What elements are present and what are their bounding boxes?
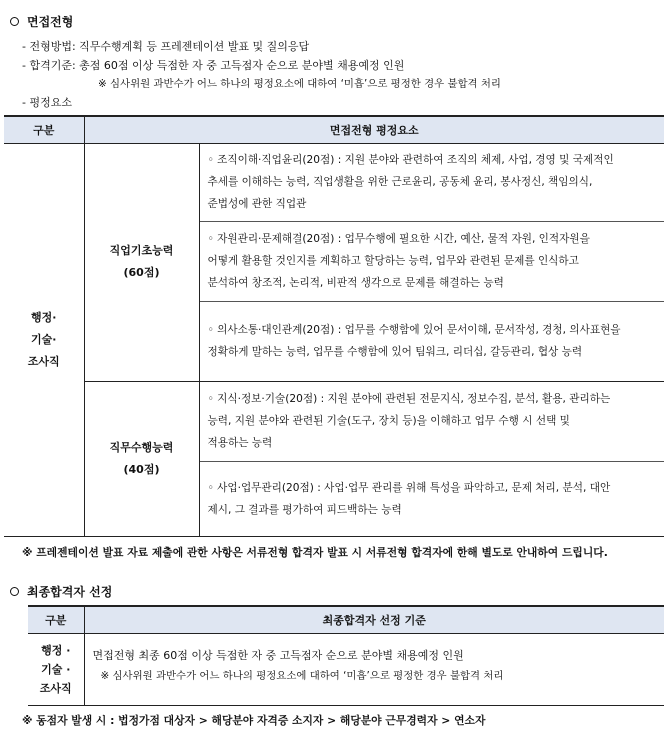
row-label-admin: 행정· 기술· 조사직	[4, 143, 84, 536]
interview-elements-table	[4, 115, 664, 537]
circle-bullet-icon	[10, 17, 19, 26]
section-title-final: 최종합격자 선정	[10, 583, 112, 600]
row-label-admin: 행정 · 기술 · 조사직	[28, 633, 84, 705]
circle-bullet-icon	[10, 587, 19, 596]
element-item: ◦ 의사소통·대인관계(20점) : 업무를 수행함에 있어 문서이해, 문서작성, 경청, 의사표현을 정확하게 말하는 능력, 업무를 수행함에 있어 팀워크, 리더십, 갈등관리, 협상 능력	[207, 324, 621, 358]
group-job-ability: 직무수행능력 (40점)	[84, 381, 199, 536]
col-header-category: 구분	[4, 116, 84, 143]
element-item: ◦ 조직이해·직업윤리(20점) : 지원 분야와 관련하여 조직의 체제, 사업, 경영 및 국제적인 추세를 이해하는 능력, 직업생활을 위한 근로윤리, 공동체 윤리, 봉사정신, 책임의식, 준법성에 관한 직업관	[207, 154, 614, 210]
presentation-note: ※ 프레젠테이션 발표 자료 제출에 관한 사항은 서류전형 합격자 발표 시 서류전형 합격자에 한해 별도로 안내하여 드립니다.	[22, 546, 608, 559]
tie-breaker-note: ※ 동점자 발생 시 : 법정가점 대상자 > 해당분야 자격증 소지자 > 해당분야 근무경력자 > 연소자	[22, 714, 486, 727]
final-criteria-cell: 면접전형 최종 60점 이상 득점한 자 중 고득점자 순으로 분야별 채용예정 인원 ※ 심사위원 과반수가 어느 하나의 평정요소에 대하여 ‘미흡’으로 평정한 경우 불합격 처리	[92, 649, 504, 682]
section-title-interview: 면접전형	[10, 13, 73, 30]
element-item: ◦ 자원관리·문제해결(20점) : 업무수행에 필요한 시간, 예산, 물적 자원, 인적자원을 어떻게 활용할 것인지를 계획하고 할당하는 능력, 업무와 관련된 문제를 인식하고 분석하여 창조적, 논리적, 비판적 생각으로 문제를 해결하는 능력	[207, 233, 590, 289]
criteria-note: ※ 심사위원 과반수가 어느 하나의 평정요소에 대하여 ‘미흡’으로 평정한 경우 불합격 처리	[98, 78, 501, 90]
final-selection-table	[28, 605, 664, 706]
elements-label: - 평정요소	[22, 96, 72, 109]
col-header-criteria: 최종합격자 선정 기준	[84, 606, 664, 633]
element-item: ◦ 지식·정보·기술(20점) : 지원 분야에 관련된 전문지식, 정보수집, 분석, 활용, 관리하는 능력, 지원 분야와 관련된 기술(도구, 장치 등)을 이해하고 업무 수행 시 선택 및 적용하는 능력	[207, 393, 611, 449]
element-item: ◦ 사업·업무관리(20점) : 사업·업무 관리를 위해 특성을 파악하고, 문제 처리, 분석, 대안 제시, 그 결과를 평가하여 피드백하는 능력	[207, 481, 611, 516]
criteria-line: - 합격기준: 총점 60점 이상 득점한 자 중 고득점자 순으로 분야별 채용예정 인원	[22, 59, 405, 72]
method-line: - 전형방법: 직무수행계획 등 프레젠테이션 발표 및 질의응답	[22, 40, 310, 53]
col-header-elements: 면접전형 평정요소	[84, 116, 664, 143]
col-header-category: 구분	[28, 606, 84, 633]
group-basic-ability: 직업기초능력 (60점)	[84, 143, 199, 381]
